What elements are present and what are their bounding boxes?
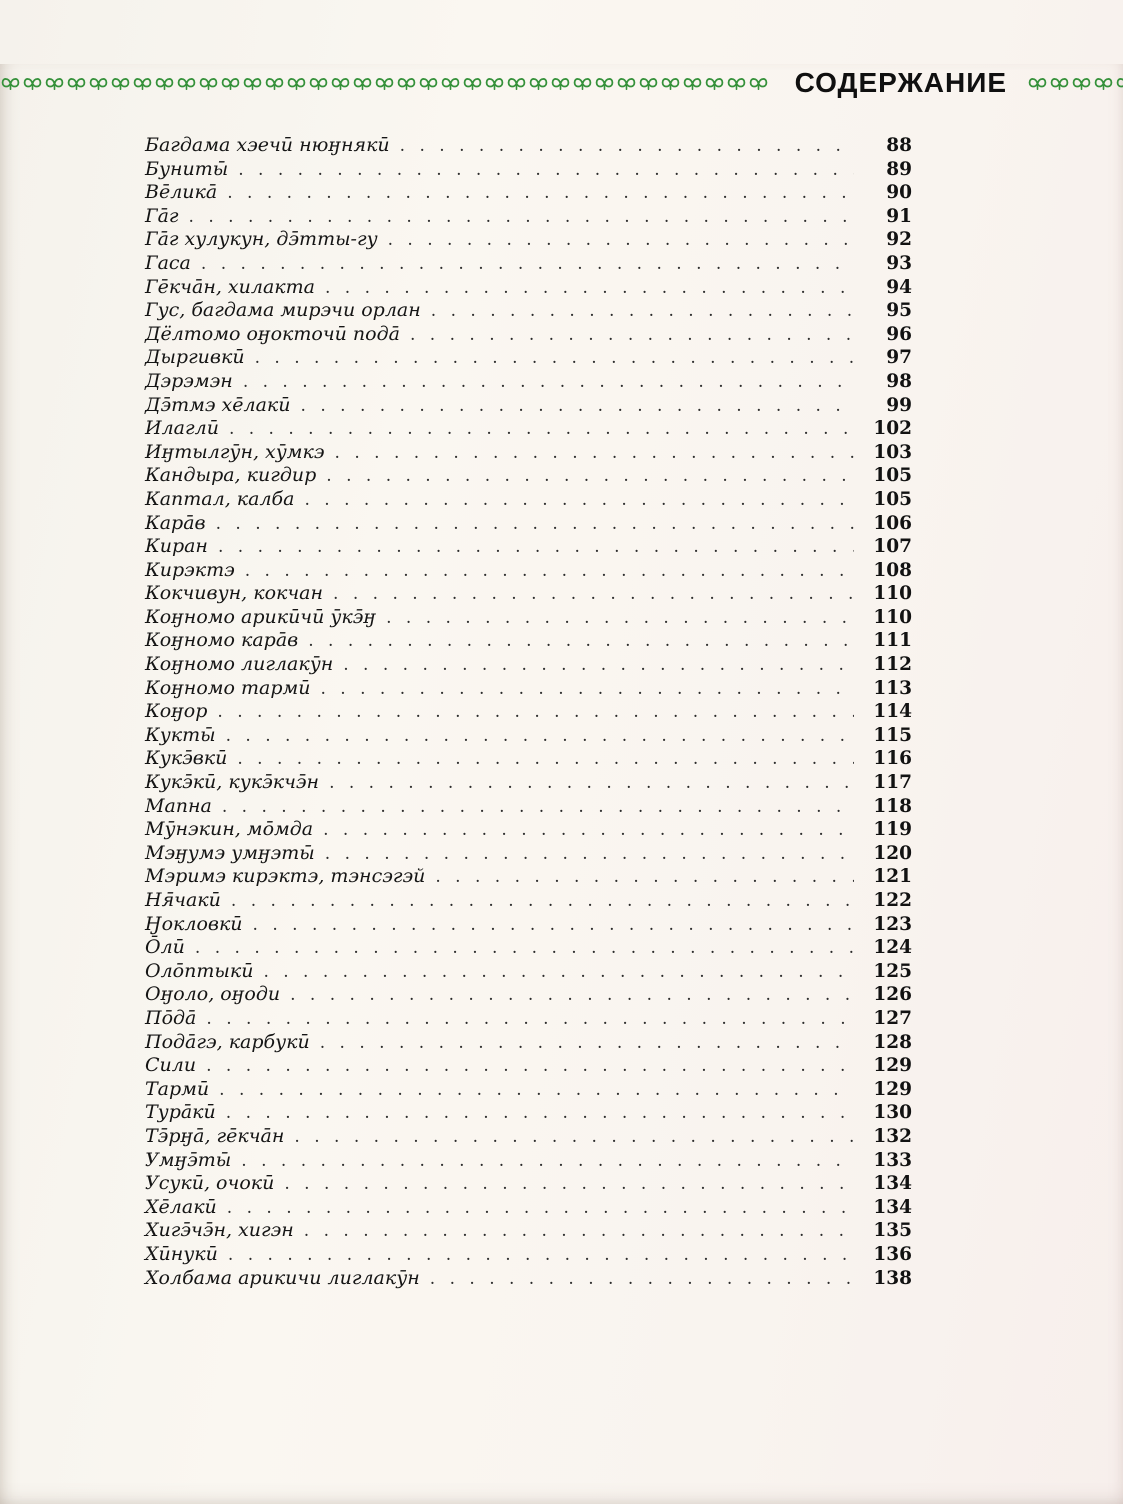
floral-ornament-icon (66, 75, 87, 92)
floral-ornament-icon (1093, 75, 1114, 92)
dot-leader (323, 819, 854, 843)
toc-entry (145, 842, 912, 866)
floral-ornament-icon (44, 75, 65, 92)
dot-leader (333, 583, 854, 607)
toc-entry-page: 92 (886, 229, 912, 251)
toc-entry-title: Мӯнэкин, мо̄мда (145, 818, 314, 841)
toc-entry-title: Холбама арикичи лиглакӯн (145, 1266, 420, 1289)
toc-entry-page: 116 (873, 748, 912, 770)
floral-ornament-icon (506, 75, 527, 92)
floral-ornament-icon (1049, 75, 1070, 92)
toc-entry-page: 103 (873, 441, 912, 463)
toc-entry-title: Га̄г хулукун, дэ̄тты-гу (145, 228, 378, 251)
toc-entry-page: 135 (873, 1220, 912, 1242)
toc-entry-title: Иӈтылгӯн, хӯмкэ (145, 440, 325, 463)
floral-ornament-icon (242, 75, 263, 92)
toc-entry (145, 464, 912, 488)
floral-ornament-icon (1027, 75, 1048, 92)
toc-entry-title: По̄да̄ (145, 1006, 197, 1029)
dot-leader (290, 984, 854, 1008)
floral-ornament-icon (308, 75, 329, 92)
toc-entry-page: 90 (886, 182, 912, 204)
floral-ornament-icon (154, 75, 175, 92)
dot-leader (301, 395, 854, 419)
toc-entry-page: 112 (873, 654, 912, 676)
toc-entry-title: Багдама хэечӣ нюӈнякӣ (145, 134, 390, 156)
toc-entry-title: Мэӈумэ умӈэты̄ (145, 841, 315, 864)
toc-entry-title: Кирэктэ (145, 558, 235, 581)
toc-entry-page: 122 (873, 890, 912, 911)
contents-header (0, 64, 1123, 102)
toc-entry-page: 89 (886, 158, 912, 180)
toc-entry (145, 653, 912, 677)
toc-entry-page: 107 (873, 536, 912, 558)
dot-leader (388, 229, 854, 253)
toc-entry (145, 1125, 912, 1149)
toc-entry-page: 136 (873, 1243, 912, 1265)
dot-leader (226, 725, 854, 749)
toc-entry-title: Дёлтомо оӈокточӣ пода̄ (145, 322, 400, 345)
toc-entry-page: 120 (873, 842, 912, 864)
toc-entry-title: Сили (145, 1054, 197, 1077)
dot-leader (245, 560, 854, 584)
toc-entry (145, 205, 912, 229)
toc-entry-page: 133 (873, 1149, 912, 1171)
toc-entry (145, 700, 912, 724)
toc-entry-title: Оло̄птыкӣ (145, 959, 254, 982)
toc-entry-page: 105 (873, 465, 912, 487)
dot-leader (218, 536, 854, 560)
floral-ornament-icon (374, 75, 395, 92)
floral-ornament-icon (748, 75, 769, 92)
toc-entry-page: 123 (873, 913, 912, 935)
dot-leader (430, 1268, 854, 1292)
dot-leader (231, 890, 854, 914)
toc-entry-page: 114 (873, 701, 912, 723)
toc-entry (145, 606, 912, 630)
toc-entry-page: 113 (873, 677, 912, 699)
toc-entry (145, 299, 912, 323)
dot-leader (263, 961, 854, 985)
toc-entry-page: 110 (873, 606, 912, 628)
toc-entry (145, 441, 912, 465)
toc-entry-title: Кокчивун, кокчан (145, 582, 324, 605)
dot-leader (294, 1126, 854, 1150)
dot-leader (326, 465, 854, 489)
dot-leader (217, 701, 854, 725)
dot-leader (243, 371, 854, 395)
dot-leader (305, 489, 855, 513)
toc-entry-title: Коӈор (145, 700, 208, 723)
page-title: СОДЕРЖАНИЕ (794, 67, 1007, 98)
toc-entry-title: Умӈэ̄ты̄ (145, 1148, 232, 1171)
toc-entry (145, 1196, 912, 1220)
dot-leader (335, 442, 854, 466)
toc-entry-page: 134 (873, 1173, 912, 1195)
toc-entry-title: Дэ̄тмэ хе̄лакӣ (145, 393, 291, 416)
dot-leader (227, 182, 854, 206)
toc-entry-page: 98 (886, 370, 912, 392)
toc-entry-title: Киран (145, 535, 208, 558)
dot-leader (255, 347, 854, 371)
dot-leader (386, 607, 854, 631)
toc-entry (145, 370, 912, 394)
toc-entry (145, 582, 912, 606)
toc-entry-title: Коӈномо лиглакӯн (145, 653, 334, 676)
toc-entry (145, 394, 912, 418)
dot-leader (226, 1102, 854, 1126)
toc-entry-title: Оӈоло, оӈоди (145, 983, 281, 1006)
toc-entry (145, 1172, 912, 1196)
toc-entry (145, 323, 912, 347)
toc-entry (145, 960, 912, 984)
toc-entry-title: Ве̄лика̄ (145, 181, 218, 204)
toc-entry-title: Мэримэ кирэктэ, тэнсэгэй (145, 865, 426, 888)
dot-leader (325, 843, 854, 867)
toc-entry-page: 115 (873, 724, 912, 746)
book-page (0, 64, 1123, 1504)
toc-entry-title: Кандыра, кигдир (145, 464, 317, 487)
toc-entry-page: 124 (873, 937, 912, 959)
toc-entry-page: 134 (873, 1196, 912, 1218)
toc-entry-title: Кара̄в (145, 511, 206, 534)
floral-ornament-icon (176, 75, 197, 92)
floral-ornament-icon (550, 75, 571, 92)
floral-ornament-icon (1115, 75, 1123, 92)
toc-entry (145, 228, 912, 252)
toc-entry (145, 913, 912, 937)
floral-ornament-icon (726, 75, 747, 92)
toc-entry-page: 119 (873, 819, 912, 841)
toc-entry (145, 488, 912, 512)
toc-entry (145, 795, 912, 819)
dot-leader (410, 324, 854, 348)
toc-entry-page: 88 (886, 135, 912, 156)
toc-entry-title: Коӈномо кара̄в (145, 629, 299, 652)
toc-entry (145, 889, 912, 913)
toc-entry (145, 134, 912, 158)
toc-entry (145, 936, 912, 960)
dot-leader (219, 1079, 854, 1103)
toc-entry-title: Га̄г (145, 204, 179, 227)
toc-entry-title: Буниты̄ (145, 157, 229, 180)
dot-leader (222, 796, 854, 820)
floral-ornament-icon (22, 75, 43, 92)
toc-entry-title: Кукты̄ (145, 723, 216, 746)
dot-leader (201, 253, 854, 277)
toc-entry-page: 106 (873, 512, 912, 534)
toc-entry (145, 1243, 912, 1267)
dot-leader (237, 748, 854, 772)
toc-entry-page: 111 (873, 630, 912, 652)
toc-entry (145, 181, 912, 205)
toc-entry-page: 96 (886, 323, 912, 345)
toc-entry (145, 512, 912, 536)
toc-entry-title: Усукӣ, очокӣ (145, 1172, 275, 1195)
toc-entry-page: 121 (873, 866, 912, 888)
toc-entry-title: Коӈномо арикӣчӣ ӯкэ̄ӈ (145, 605, 377, 628)
toc-entry-page: 102 (873, 418, 912, 440)
floral-ornament-icon (88, 75, 109, 92)
dot-leader (284, 1173, 854, 1197)
toc-entry-page: 91 (886, 205, 912, 227)
toc-entry (145, 818, 912, 842)
toc-entry (145, 747, 912, 771)
dot-leader (216, 513, 854, 537)
toc-entry (145, 724, 912, 748)
dot-leader (304, 1220, 854, 1244)
toc-entry (145, 1007, 912, 1031)
toc-entry-title: Каптал, калба (145, 487, 295, 510)
toc-entry-title: Дэрэмэн (145, 369, 233, 392)
toc-entry-title: Кукэ̄кӣ, кукэ̄кчэ̄н (145, 771, 320, 794)
toc-entry-page: 132 (873, 1125, 912, 1147)
floral-ornament-icon (264, 75, 285, 92)
toc-entry-title: Гус, багдама мирэчи орлан (145, 299, 421, 322)
ornament-strip-right (1027, 71, 1123, 95)
floral-ornament-icon (440, 75, 461, 92)
floral-ornament-icon (528, 75, 549, 92)
toc-entry-page: 117 (873, 772, 912, 794)
toc-entry-page: 128 (873, 1031, 912, 1053)
dot-leader (238, 159, 854, 183)
toc-entry-page: 138 (873, 1267, 912, 1289)
toc-entry-title: Пода̄гэ, карбукӣ (145, 1030, 310, 1053)
toc-entry-page: 97 (886, 347, 912, 369)
floral-ornament-icon (704, 75, 725, 92)
toc-entry-page: 129 (873, 1055, 912, 1077)
floral-ornament-icon (132, 75, 153, 92)
floral-ornament-icon (110, 75, 131, 92)
toc-entry-title: Хигэ̄чэ̄н, хигэн (145, 1219, 294, 1242)
toc-entry-page: 130 (873, 1102, 912, 1124)
toc-entry (145, 559, 912, 583)
toc-entry-page: 110 (873, 583, 912, 605)
toc-entry (145, 629, 912, 653)
toc-entry (145, 1101, 912, 1125)
toc-entry-title: Ӈокловкӣ (145, 912, 243, 935)
floral-ornament-icon (1071, 75, 1092, 92)
toc-entry-title: Коӈномо тармӣ (145, 676, 311, 699)
toc-entry-title: Илаглӣ (145, 417, 219, 440)
dot-leader (241, 1150, 854, 1174)
toc-entry (145, 252, 912, 276)
floral-ornament-icon (330, 75, 351, 92)
toc-entry-title: Мапна (145, 794, 212, 817)
dot-leader (329, 772, 854, 796)
toc-entry-page: 125 (873, 960, 912, 982)
dot-leader (435, 866, 854, 890)
dot-leader (321, 678, 855, 702)
toc-entry (145, 158, 912, 182)
dot-leader (400, 135, 854, 159)
floral-ornament-icon (660, 75, 681, 92)
dot-leader (431, 300, 854, 324)
toc-entry (145, 276, 912, 300)
toc-entry-page: 118 (873, 795, 912, 817)
dot-leader (195, 937, 854, 961)
floral-ornament-icon (638, 75, 659, 92)
toc-entry (145, 1219, 912, 1243)
dot-leader (206, 1055, 854, 1079)
dot-leader (308, 630, 854, 654)
toc-entry-title: Хӣнукӣ (145, 1242, 218, 1265)
toc-entry (145, 1078, 912, 1102)
dot-leader (229, 418, 854, 442)
toc-entry-page: 127 (873, 1007, 912, 1029)
dot-leader (189, 206, 854, 230)
floral-ornament-icon (352, 75, 373, 92)
toc-entry-title: О̄лӣ (145, 936, 185, 959)
toc-entry-title: Гаса (145, 251, 191, 274)
dot-leader (320, 1032, 854, 1056)
toc-entry-page: 105 (873, 488, 912, 510)
dot-leader (227, 1197, 854, 1221)
floral-ornament-icon (462, 75, 483, 92)
toc-entry (145, 771, 912, 795)
toc-entry-title: Хе̄лакӣ (145, 1195, 217, 1218)
toc-entry (145, 1149, 912, 1173)
toc-entry (145, 1054, 912, 1078)
toc-entry (145, 865, 912, 889)
floral-ornament-icon (484, 75, 505, 92)
toc-entry (145, 417, 912, 441)
floral-ornament-icon (220, 75, 241, 92)
toc-entry (145, 346, 912, 370)
toc-entry-page: 99 (886, 394, 912, 416)
toc-entry (145, 1267, 912, 1291)
dot-leader (343, 654, 854, 678)
floral-ornament-icon (396, 75, 417, 92)
toc-entry-title: Тэ̄рӈа̄, ге̄кча̄н (145, 1124, 285, 1147)
dot-leader (228, 1244, 854, 1268)
toc-entry-title: Тармӣ (145, 1077, 210, 1100)
toc-list (0, 134, 1123, 1290)
floral-ornament-icon (616, 75, 637, 92)
toc-entry (145, 1031, 912, 1055)
floral-ornament-icon (418, 75, 439, 92)
toc-entry-page: 126 (873, 984, 912, 1006)
dot-leader (253, 914, 854, 938)
floral-ornament-icon (572, 75, 593, 92)
toc-entry-page: 129 (873, 1078, 912, 1100)
dot-leader (325, 277, 854, 301)
floral-ornament-icon (286, 75, 307, 92)
toc-entry (145, 535, 912, 559)
toc-entry (145, 983, 912, 1007)
toc-entry (145, 677, 912, 701)
floral-ornament-icon (0, 75, 21, 92)
toc-entry-page: 93 (886, 252, 912, 274)
toc-entry-title: Кукэ̄вкӣ (145, 747, 228, 770)
toc-entry-title: Дыргивкӣ (145, 346, 245, 369)
toc-entry-title: Ня̄чакӣ (145, 889, 221, 911)
ornament-strip-left (0, 71, 769, 95)
toc-entry-page: 95 (886, 300, 912, 322)
floral-ornament-icon (198, 75, 219, 92)
toc-entry-page: 94 (886, 276, 912, 298)
floral-ornament-icon (594, 75, 615, 92)
toc-entry-title: Тура̄кӣ (145, 1101, 216, 1124)
floral-ornament-icon (682, 75, 703, 92)
dot-leader (206, 1008, 854, 1032)
toc-entry-page: 108 (873, 559, 912, 581)
toc-entry-title: Ге̄кча̄н, хилакта (145, 275, 315, 298)
